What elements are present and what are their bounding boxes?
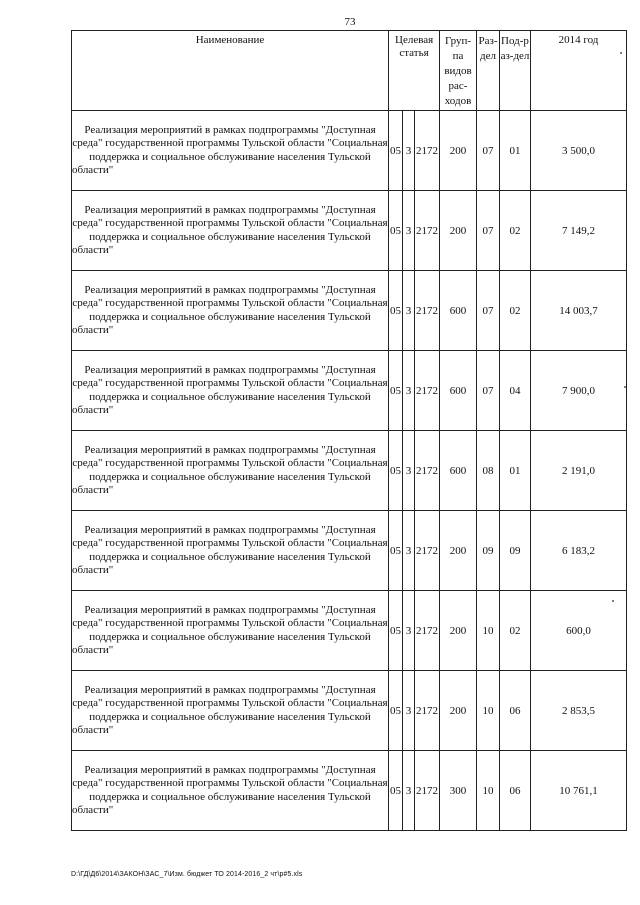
section-code: 07: [477, 351, 500, 431]
target-article-part3: 2172: [415, 591, 440, 671]
target-article-part3: 2172: [415, 431, 440, 511]
expense-group: 600: [440, 351, 477, 431]
section-code: 08: [477, 431, 500, 511]
scan-speck: [612, 600, 614, 602]
target-article-part2: 3: [403, 271, 415, 351]
target-article-part1: 05: [389, 671, 403, 751]
table-row: [72, 111, 627, 191]
amount-2014: 3 500,0: [531, 111, 627, 191]
amount-2014: 2 191,0: [531, 431, 627, 511]
target-article-part3: 2172: [415, 751, 440, 831]
table-row: [72, 671, 627, 751]
subsection-code: 04: [500, 351, 531, 431]
expense-group: 600: [440, 431, 477, 511]
section-code: 07: [477, 271, 500, 351]
target-article-part3: 2172: [415, 511, 440, 591]
table-row: [72, 751, 627, 831]
row-name: Реализация мероприятий в рамках подпрограммы "Доступная среда" государственной программы Тульской области "Социальная поддержка и социальное обслуживание населения Тульской области": [72, 271, 389, 351]
amount-2014: 14 003,7: [531, 271, 627, 351]
header-section-label: Раз-дел: [478, 35, 498, 62]
header-target-article-label: Целевая статья: [395, 34, 434, 59]
subsection-code: 02: [500, 271, 531, 351]
target-article-part2: 3: [403, 751, 415, 831]
section-code: 09: [477, 511, 500, 591]
row-name: Реализация мероприятий в рамках подпрограммы "Доступная среда" государственной программы Тульской области "Социальная поддержка и социальное обслуживание населения Тульской области": [72, 111, 389, 191]
expense-group: 200: [440, 671, 477, 751]
header-year: 2014 год: [531, 31, 627, 111]
header-subsection: [500, 31, 531, 111]
section-code: 10: [477, 751, 500, 831]
header-expense-group: [440, 31, 477, 111]
expense-group: 200: [440, 191, 477, 271]
target-article-part2: 3: [403, 351, 415, 431]
amount-2014: 2 853,5: [531, 671, 627, 751]
subsection-code: 09: [500, 511, 531, 591]
target-article-part3: 2172: [415, 111, 440, 191]
target-article-part2: 3: [403, 511, 415, 591]
target-article-part1: 05: [389, 191, 403, 271]
subsection-code: 02: [500, 191, 531, 271]
target-article-part1: 05: [389, 431, 403, 511]
expense-group: 200: [440, 591, 477, 671]
header-expense-group-label: Груп-па видов рас-ходов: [444, 35, 472, 107]
target-article-part3: 2172: [415, 191, 440, 271]
header-subsection-label: Под-раз-дел: [500, 35, 530, 62]
amount-2014: 600,0: [531, 591, 627, 671]
amount-2014: 10 761,1: [531, 751, 627, 831]
table-row: [72, 191, 627, 271]
row-name: Реализация мероприятий в рамках подпрограммы "Доступная среда" государственной программы Тульской области "Социальная поддержка и социальное обслуживание населения Тульской области": [72, 751, 389, 831]
section-code: 10: [477, 591, 500, 671]
target-article-part1: 05: [389, 111, 403, 191]
table-row: [72, 271, 627, 351]
budget-table: [71, 30, 627, 831]
header-section: [477, 31, 500, 111]
table-header-row: [72, 31, 627, 111]
subsection-code: 01: [500, 431, 531, 511]
target-article-part1: 05: [389, 351, 403, 431]
target-article-part3: 2172: [415, 671, 440, 751]
row-name: Реализация мероприятий в рамках подпрограммы "Доступная среда" государственной программы Тульской области "Социальная поддержка и социальное обслуживание населения Тульской области": [72, 431, 389, 511]
table-row: [72, 351, 627, 431]
target-article-part2: 3: [403, 431, 415, 511]
page-number: 73: [344, 16, 356, 28]
subsection-code: 02: [500, 591, 531, 671]
target-article-part2: 3: [403, 591, 415, 671]
expense-group: 600: [440, 271, 477, 351]
section-code: 07: [477, 191, 500, 271]
subsection-code: 01: [500, 111, 531, 191]
amount-2014: 7 149,2: [531, 191, 627, 271]
expense-group: 300: [440, 751, 477, 831]
target-article-part1: 05: [389, 271, 403, 351]
header-target-article: [389, 31, 440, 111]
target-article-part1: 05: [389, 751, 403, 831]
target-article-part3: 2172: [415, 271, 440, 351]
target-article-part2: 3: [403, 191, 415, 271]
header-name: Наименование: [72, 31, 389, 111]
subsection-code: 06: [500, 671, 531, 751]
amount-2014: 6 183,2: [531, 511, 627, 591]
section-code: 10: [477, 671, 500, 751]
row-name: Реализация мероприятий в рамках подпрограммы "Доступная среда" государственной программы Тульской области "Социальная поддержка и социальное обслуживание населения Тульской области": [72, 511, 389, 591]
row-name: Реализация мероприятий в рамках подпрограммы "Доступная среда" государственной программы Тульской области "Социальная поддержка и социальное обслуживание населения Тульской области": [72, 671, 389, 751]
file-path-footer: D:\ГД\Д6\2014\ЗАКОН\ЗАС_7\Изм. бюджет ТО 2014-2016_2 чт\р#5.xls: [71, 871, 303, 878]
target-article-part3: 2172: [415, 351, 440, 431]
subsection-code: 06: [500, 751, 531, 831]
table-row: [72, 431, 627, 511]
expense-group: 200: [440, 111, 477, 191]
row-name: Реализация мероприятий в рамках подпрограммы "Доступная среда" государственной программы Тульской области "Социальная поддержка и социальное обслуживание населения Тульской области": [72, 191, 389, 271]
target-article-part1: 05: [389, 511, 403, 591]
section-code: 07: [477, 111, 500, 191]
table-row: [72, 591, 627, 671]
scan-speck: [620, 52, 622, 54]
target-article-part2: 3: [403, 111, 415, 191]
scan-speck: [624, 386, 626, 388]
table-row: [72, 511, 627, 591]
target-article-part2: 3: [403, 671, 415, 751]
row-name: Реализация мероприятий в рамках подпрограммы "Доступная среда" государственной программы Тульской области "Социальная поддержка и социальное обслуживание населения Тульской области": [72, 351, 389, 431]
expense-group: 200: [440, 511, 477, 591]
row-name: Реализация мероприятий в рамках подпрограммы "Доступная среда" государственной программы Тульской области "Социальная поддержка и социальное обслуживание населения Тульской области": [72, 591, 389, 671]
target-article-part1: 05: [389, 591, 403, 671]
amount-2014: 7 900,0: [531, 351, 627, 431]
